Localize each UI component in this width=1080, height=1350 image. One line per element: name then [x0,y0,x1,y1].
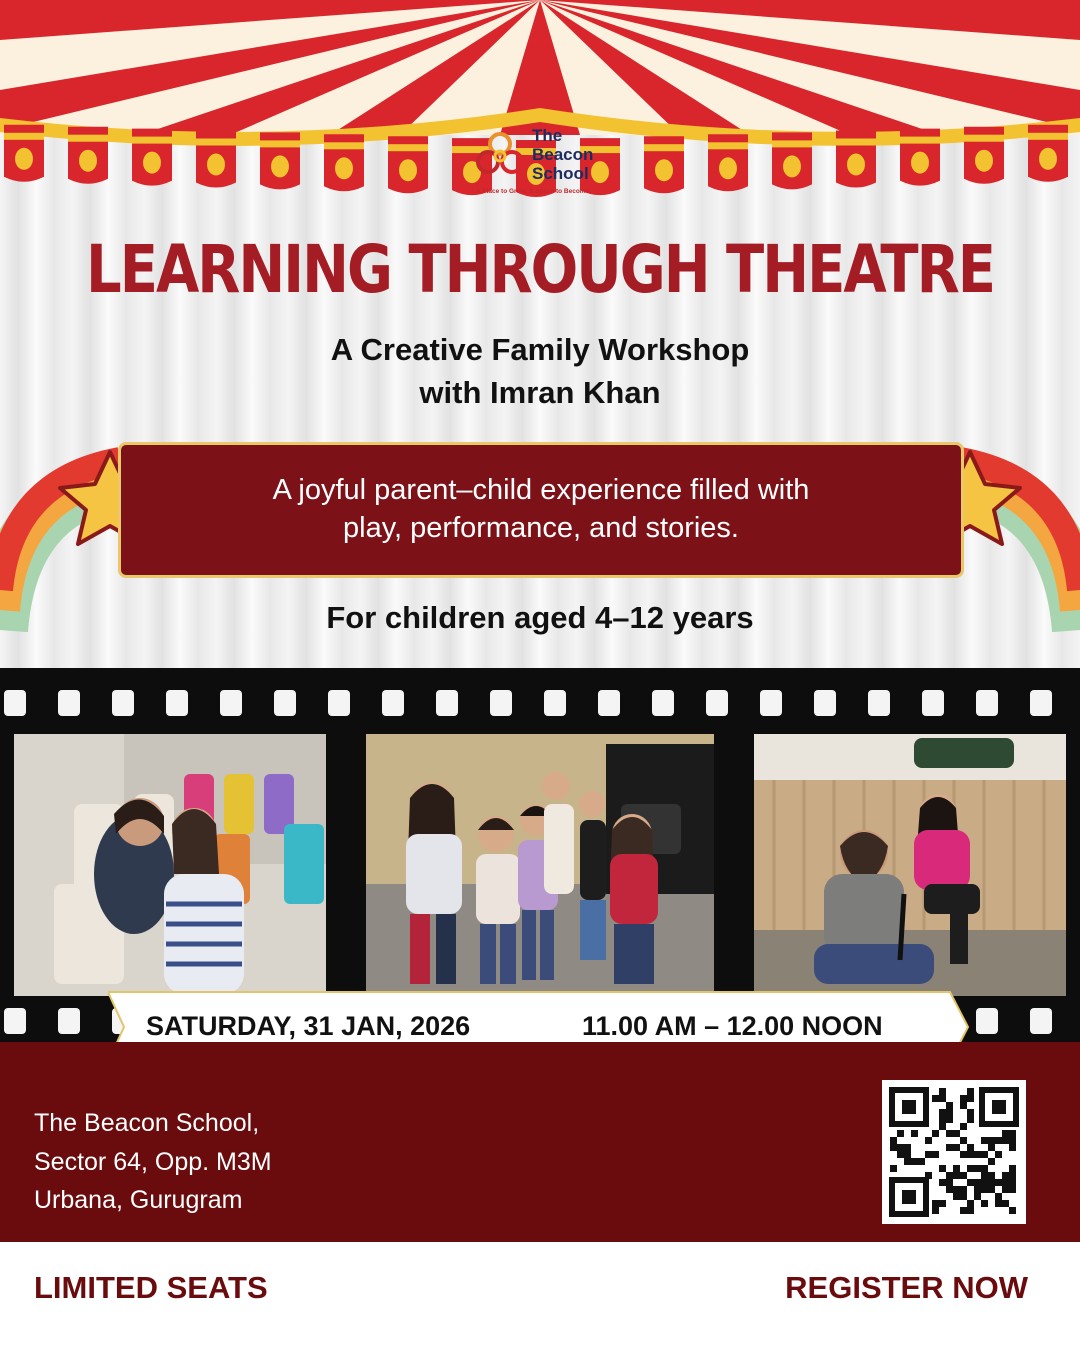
film-hole [1030,1008,1052,1034]
qr-module [911,1158,918,1165]
qr-module [953,1193,960,1200]
photo-2 [366,734,714,996]
canopy-flag-dot [143,152,161,174]
qr-module [946,1116,953,1123]
canopy-flag-dot [911,152,929,174]
qr-module [995,1137,1002,1144]
canopy-flag-band [132,137,172,144]
film-hole [220,690,242,716]
qr-module [946,1109,953,1116]
qr-module [974,1179,981,1186]
canopy-flag-dot [335,157,353,179]
qr-module [967,1200,974,1207]
qr-module [981,1179,988,1186]
qr-module [1002,1179,1009,1186]
qr-module [946,1144,953,1151]
logo-tagline: A Place to Grow. A Space to Become. [476,188,591,195]
qr-module [967,1207,974,1214]
qr-module [939,1165,946,1172]
qr-module [967,1088,974,1095]
film-hole [868,690,890,716]
qr-module [953,1172,960,1179]
qr-module [1002,1130,1009,1137]
description-banner [118,442,964,578]
qr-module [932,1130,939,1137]
qr-module [932,1207,939,1214]
qr-module [897,1151,904,1158]
qr-module [988,1137,995,1144]
qr-module [932,1151,939,1158]
qr-module [967,1116,974,1123]
description-text [121,471,961,547]
qr-module [967,1151,974,1158]
canopy-flag-dot [783,155,801,177]
qr-module [960,1172,967,1179]
logo-knot-icon [474,130,526,182]
qr-module [960,1095,967,1102]
description-line-1: A joyful parent–child experience filled with [272,474,810,506]
poster-subtitle [0,328,1080,414]
film-hole [436,690,458,716]
qr-module [946,1130,953,1137]
address-line-3: Urbana, Gurugram [34,1186,243,1214]
qr-module [974,1165,981,1172]
qr-module [946,1172,953,1179]
qr-module [981,1200,988,1207]
canopy-flag-dot [847,154,865,176]
canopy-flag-band [1028,133,1068,140]
qr-module [1009,1186,1016,1193]
qr-module [967,1095,974,1102]
limited-seats-label: LIMITED SEATS [34,1270,268,1305]
qr-module [974,1193,981,1200]
qr-module [939,1095,946,1102]
qr-module [939,1200,946,1207]
qr-module [967,1165,974,1172]
film-hole [544,690,566,716]
venue-address [34,1104,272,1220]
qr-module [960,1186,967,1193]
qr-module [904,1151,911,1158]
qr-module [890,1137,897,1144]
qr-module [995,1193,1002,1200]
event-date: SATURDAY, 31 JAN, 2026 [146,1011,471,1041]
qr-module [946,1186,953,1193]
qr-module [967,1144,974,1151]
qr-module [960,1193,967,1200]
film-hole [166,690,188,716]
canopy-flag-band [708,142,748,149]
poster-title: LEARNING THROUGH THEATRE [86,232,994,309]
film-hole [328,690,350,716]
qr-module [974,1186,981,1193]
qr-module [988,1158,995,1165]
qr-module [995,1179,1002,1186]
film-hole [598,690,620,716]
qr-module [1009,1165,1016,1172]
qr-module [946,1102,953,1109]
qr-module [960,1102,967,1109]
canopy-flag-dot [1039,148,1057,170]
qr-module [960,1123,967,1130]
qr-module [967,1179,974,1186]
film-hole [112,690,134,716]
logo-name: The Beacon School [532,126,594,183]
qr-module [988,1144,995,1151]
canopy-flag-band [644,144,684,151]
canopy-flag-band [196,139,236,146]
qr-module [1009,1179,1016,1186]
qr-module [988,1172,995,1179]
photo-1 [14,734,326,996]
film-hole [382,690,404,716]
canopy-flag-dot [15,148,33,170]
film-hole [4,690,26,716]
qr-module [939,1109,946,1116]
age-range: For children aged 4–12 years [326,600,754,635]
qr-code-icon[interactable] [882,1080,1026,1224]
school-logo [470,124,620,204]
qr-module [1002,1200,1009,1207]
qr-module [953,1186,960,1193]
qr-module [911,1130,918,1137]
canopy-flag-band [900,137,940,144]
qr-module [995,1200,1002,1207]
canopy-flag-dot [271,155,289,177]
film-hole [4,1008,26,1034]
qr-module [967,1109,974,1116]
canopy-flag-dot [399,159,417,181]
canopy-flag-band [772,140,812,147]
qr-module [939,1088,946,1095]
film-hole [490,690,512,716]
qr-module [897,1144,904,1151]
subtitle-line-1: A Creative Family Workshop [330,332,750,367]
qr-module [981,1165,988,1172]
qr-module [1009,1144,1016,1151]
qr-module [988,1186,995,1193]
qr-module [939,1179,946,1186]
qr-module [946,1179,953,1186]
film-hole [706,690,728,716]
film-hole [58,690,80,716]
qr-module [981,1137,988,1144]
canopy-flag-dot [719,157,737,179]
qr-module [939,1116,946,1123]
canopy-flag-band [388,144,428,151]
description-line-2: play, performance, and stories. [343,512,739,544]
qr-module [918,1158,925,1165]
address-line-2: Sector 64, Opp. M3M [34,1147,272,1176]
qr-module [1002,1172,1009,1179]
canopy-flag-band [836,139,876,146]
qr-module [939,1123,946,1130]
qr-module [953,1130,960,1137]
qr-module [1009,1137,1016,1144]
qr-module [1009,1172,1016,1179]
qr-module [953,1165,960,1172]
qr-module [897,1130,904,1137]
qr-module [904,1158,911,1165]
film-hole [814,690,836,716]
event-time: 11.00 AM – 12.00 NOON [582,1011,883,1041]
qr-module [953,1144,960,1151]
film-hole [58,1008,80,1034]
qr-module [890,1144,897,1151]
film-hole [922,690,944,716]
canopy-flag-band [68,135,108,142]
qr-module [925,1151,932,1158]
qr-module [960,1137,967,1144]
film-hole [976,1008,998,1034]
qr-module [932,1095,939,1102]
film-hole [976,690,998,716]
film-strip [0,668,1080,1042]
qr-module [890,1165,897,1172]
canopy-flag-dot [655,159,673,181]
film-hole [760,690,782,716]
canopy-flag-band [964,135,1004,142]
subtitle-line-2: with Imran Khan [419,375,661,410]
qr-module [1009,1130,1016,1137]
qr-module [925,1137,932,1144]
qr-module [981,1172,988,1179]
qr-module [1002,1186,1009,1193]
canopy-flag-band [324,142,364,149]
canopy-flag-dot [975,150,993,172]
qr-module [981,1186,988,1193]
film-hole [274,690,296,716]
qr-module [1009,1207,1016,1214]
film-hole [652,690,674,716]
qr-module [995,1151,1002,1158]
qr-module [932,1200,939,1207]
canopy-flag-band [4,133,44,140]
qr-module [904,1144,911,1151]
qr-module [960,1151,967,1158]
register-now-button[interactable]: REGISTER NOW [785,1270,1028,1305]
address-line-1: The Beacon School, [34,1109,260,1137]
qr-module [988,1179,995,1186]
qr-module [974,1151,981,1158]
qr-module [981,1151,988,1158]
canopy-flag-dot [79,150,97,172]
film-hole [1030,690,1052,716]
qr-module [960,1207,967,1214]
canopy-flag-band [260,140,300,147]
qr-module [1002,1137,1009,1144]
photo-3 [754,734,1066,996]
canopy-flag-dot [207,154,225,176]
